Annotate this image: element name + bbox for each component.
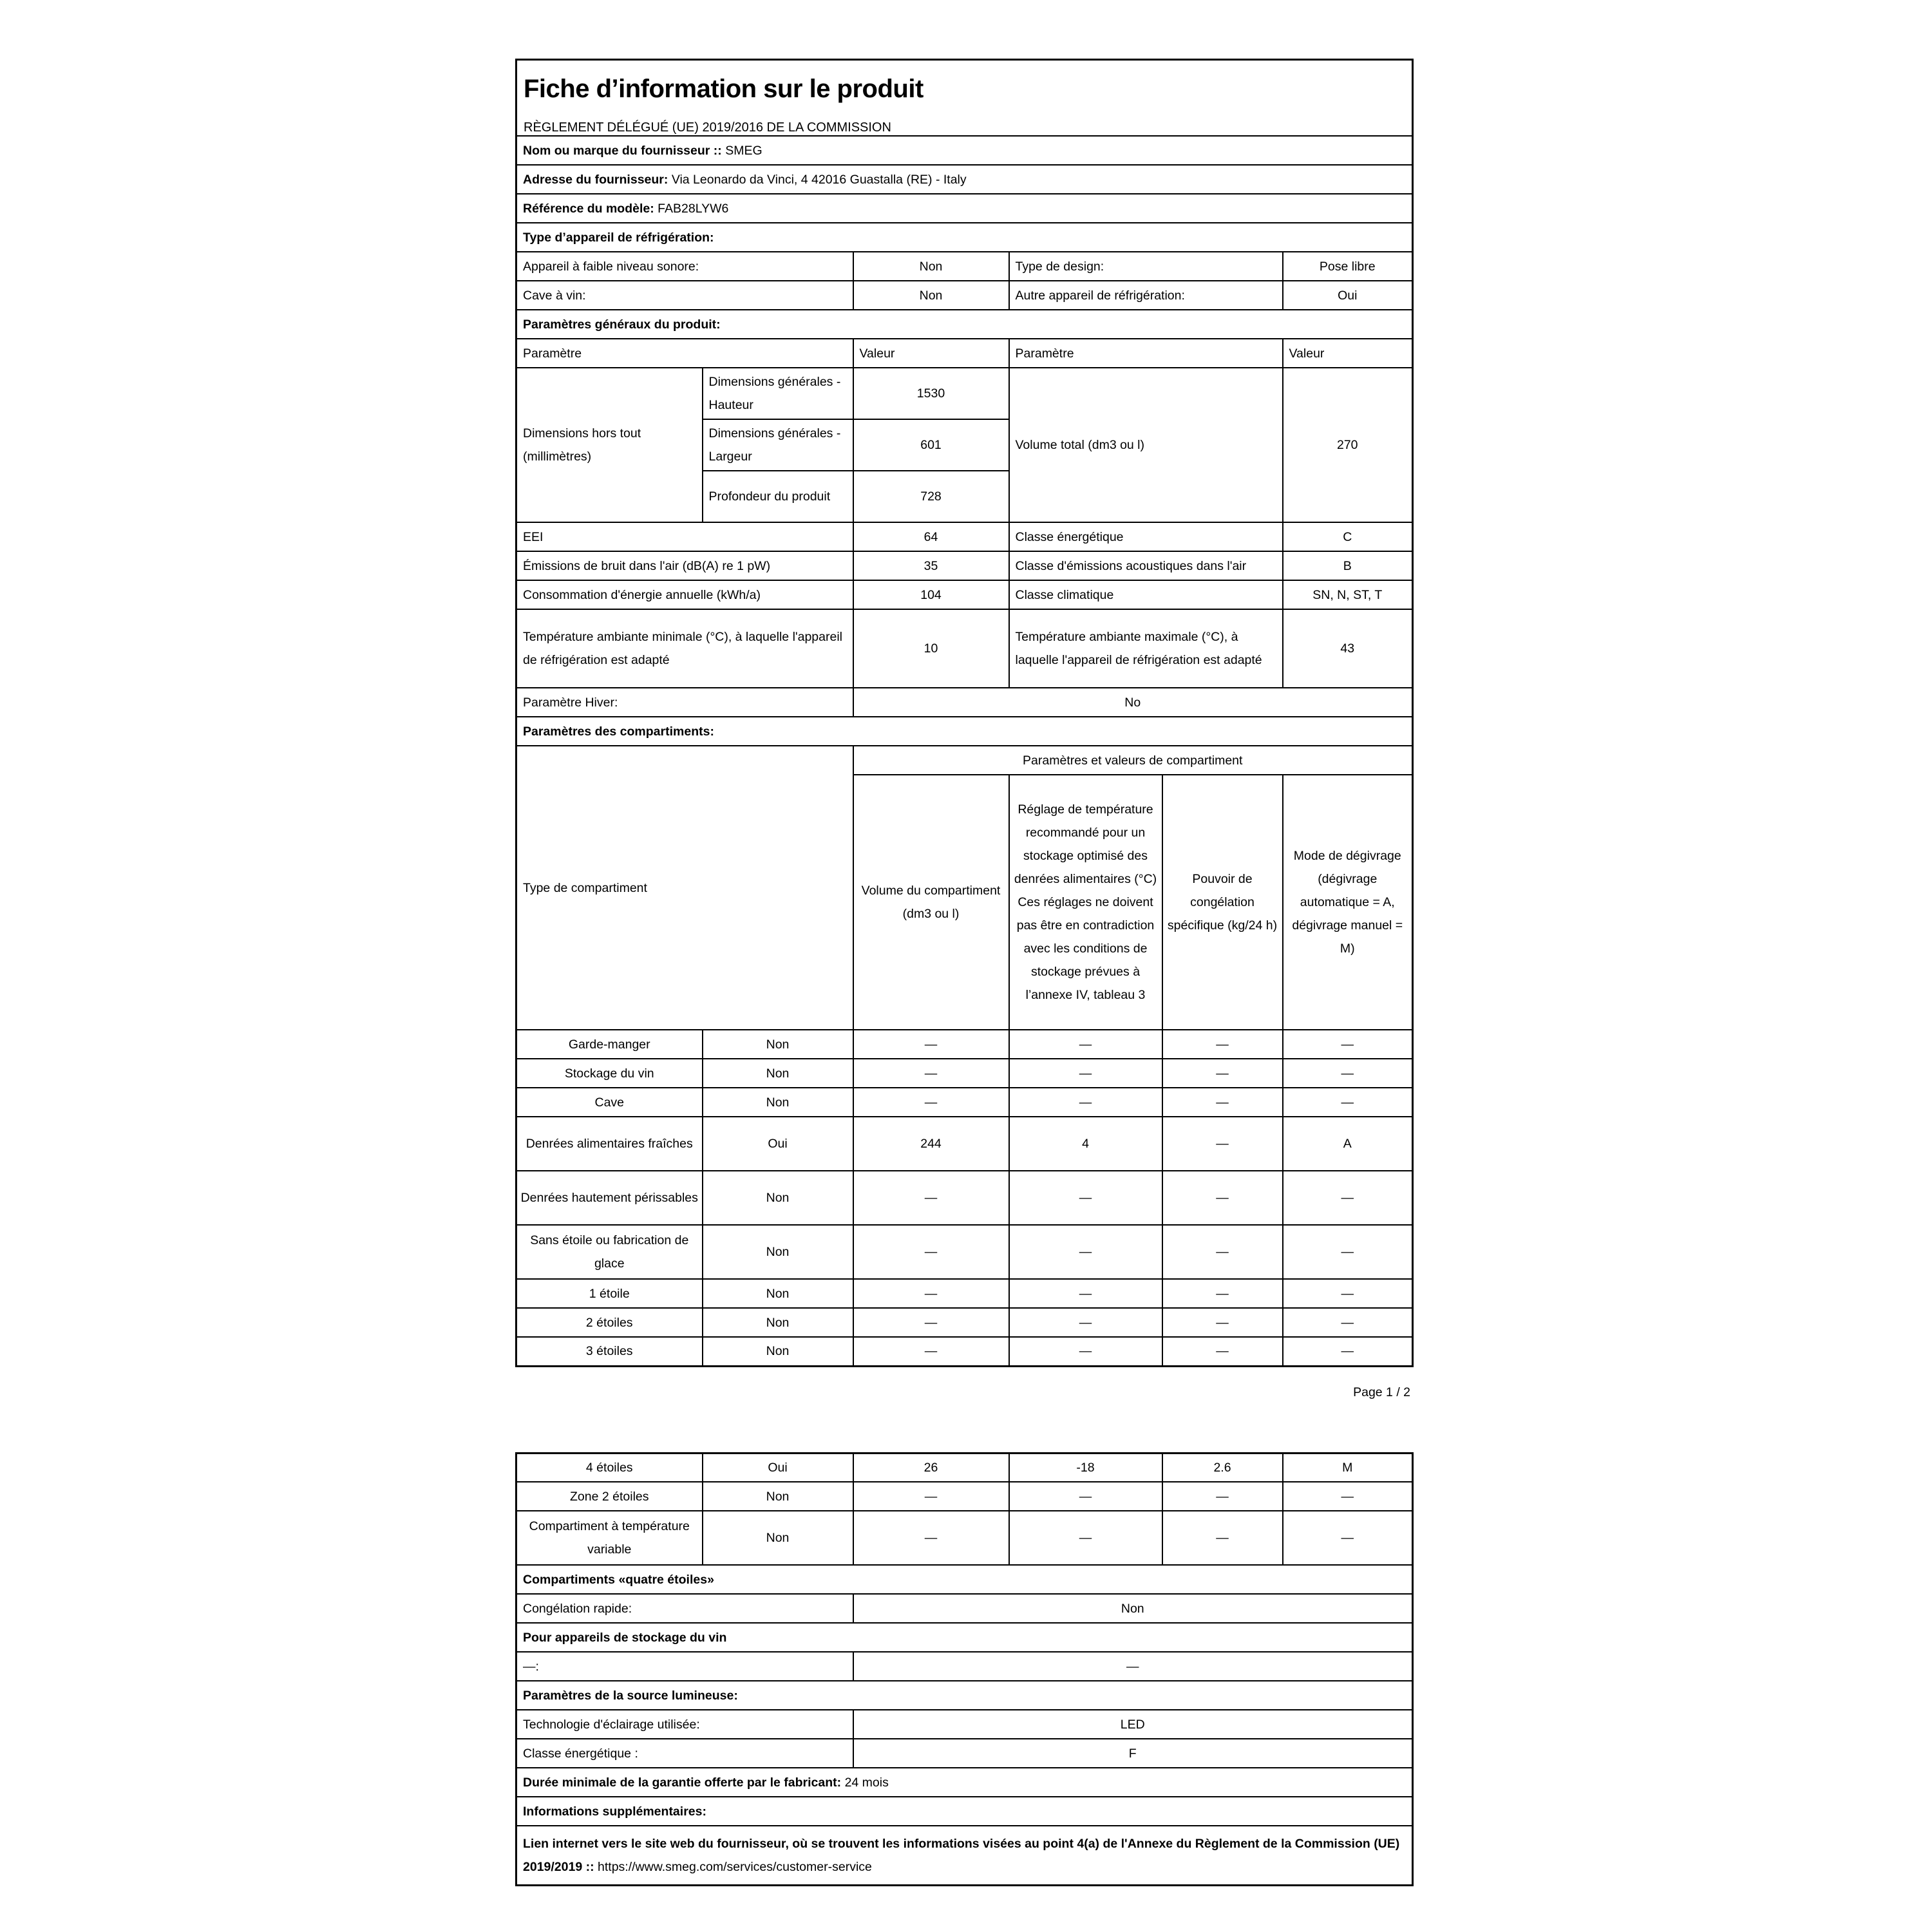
compartment-name: Zone 2 étoiles [516, 1482, 703, 1511]
page-title: Fiche d’information sur le produit [524, 75, 923, 103]
cell-value: — [1162, 1059, 1283, 1088]
cell-value: Non [703, 1030, 853, 1059]
compartment-type-header: Type de compartiment [516, 746, 853, 1030]
compartment-name: 3 étoiles [516, 1337, 703, 1366]
cell-label: Profondeur du produit [703, 471, 853, 522]
cell-value: — [1283, 1030, 1413, 1059]
table-row [516, 1279, 1413, 1308]
cell-value: — [1162, 1308, 1283, 1337]
cell-value: — [853, 1171, 1009, 1225]
cell-value: — [1009, 1511, 1162, 1565]
cell-value: No [853, 688, 1413, 717]
cell-value: 43 [1283, 609, 1413, 688]
cell-value: — [1009, 1482, 1162, 1511]
table-row [516, 609, 1413, 688]
cell-value: — [853, 1225, 1009, 1279]
light-section-heading-row [516, 1681, 1413, 1710]
table-row [516, 551, 1413, 580]
type-section-heading: Type d’appareil de réfrigération: [516, 223, 1413, 252]
cell-value: — [1009, 1308, 1162, 1337]
cell-label: Type de design: [1009, 252, 1283, 281]
model-reference-cell [516, 194, 1413, 223]
supplier-address-value: Via Leonardo da Vinci, 4 42016 Guastalla (RE) - Italy [671, 172, 967, 187]
table-row [516, 1030, 1413, 1059]
column-header: Valeur [853, 339, 1009, 368]
cell-value: — [1283, 1337, 1413, 1366]
wine-row [516, 1652, 1413, 1681]
general-section-heading-row [516, 310, 1413, 339]
compartments-group-header-row [516, 746, 1413, 775]
cell-label: —: [516, 1652, 853, 1681]
volume-total-label: Volume total (dm3 ou l) [1009, 368, 1283, 522]
cell-value: — [1162, 1225, 1283, 1279]
cell-value: LED [853, 1710, 1413, 1739]
table-row [516, 1308, 1413, 1337]
cell-value: -18 [1009, 1453, 1162, 1482]
warranty-row [516, 1768, 1413, 1797]
cell-value: — [1283, 1482, 1413, 1511]
cell-value: Oui [1283, 281, 1413, 310]
cell-label: Dimensions générales - Largeur [703, 419, 853, 471]
cell-label: Classe énergétique [1009, 522, 1283, 551]
page2-table [515, 1452, 1414, 1886]
cell-value: 64 [853, 522, 1009, 551]
compartment-name: Denrées alimentaires fraîches [516, 1117, 703, 1171]
cell-value: Non [703, 1225, 853, 1279]
cell-value: — [853, 1482, 1009, 1511]
cell-label: Consommation d'énergie annuelle (kWh/a) [516, 580, 853, 609]
warranty-value: 24 mois [844, 1775, 889, 1790]
cell-value: A [1283, 1117, 1413, 1171]
cell-value: — [1009, 1225, 1162, 1279]
cell-value: F [853, 1739, 1413, 1768]
column-header: Pouvoir de congélation spécifique (kg/24 h) [1162, 775, 1283, 1030]
cell-value: Non [703, 1308, 853, 1337]
supplier-name-value: SMEG [725, 143, 762, 158]
four-star-section-heading: Compartiments «quatre étoiles» [516, 1565, 1413, 1594]
cell-value: 244 [853, 1117, 1009, 1171]
wine-section-heading: Pour appareils de stockage du vin [516, 1623, 1413, 1652]
cell-value: — [1009, 1337, 1162, 1366]
compartment-name: Sans étoile ou fabrication de glace [516, 1225, 703, 1279]
type-section-heading-row [516, 223, 1413, 252]
cell-value: — [1283, 1511, 1413, 1565]
dimensions-group-label: Dimensions hors tout (millimètres) [516, 368, 703, 522]
fast-freeze-row [516, 1594, 1413, 1623]
supplier-address-cell [516, 165, 1413, 194]
column-header: Mode de dégivrage (dégivrage automatique = A, dégivrage manuel = M) [1283, 775, 1413, 1030]
four-star-section-heading-row [516, 1565, 1413, 1594]
cell-value: 104 [853, 580, 1009, 609]
cell-value: C [1283, 522, 1413, 551]
table-row [516, 1088, 1413, 1117]
cell-value: Non [703, 1171, 853, 1225]
supplier-link-label: Lien internet vers le site web du fournisseur, où se trouvent les informations visées au point 4(a) de l'Annexe du Règlement de la Commission (UE) 2019/2019 :: [523, 1836, 1400, 1874]
cell-value: — [853, 1088, 1009, 1117]
compartment-name: 2 étoiles [516, 1308, 703, 1337]
cell-value: — [1009, 1030, 1162, 1059]
cell-value: — [1283, 1225, 1413, 1279]
model-reference-row [516, 194, 1413, 223]
table-row [516, 1059, 1413, 1088]
compartment-name: 4 étoiles [516, 1453, 703, 1482]
light-technology-row [516, 1710, 1413, 1739]
warranty-cell [516, 1768, 1413, 1797]
cell-value: — [1283, 1171, 1413, 1225]
cell-value: — [853, 1308, 1009, 1337]
cell-value: 1530 [853, 368, 1009, 419]
cell-value: 4 [1009, 1117, 1162, 1171]
supplier-name-cell [516, 136, 1413, 165]
light-section-heading: Paramètres de la source lumineuse: [516, 1681, 1413, 1710]
cell-value: — [853, 1030, 1009, 1059]
model-reference-label: Référence du modèle: [523, 201, 654, 216]
model-reference-value: FAB28LYW6 [658, 201, 729, 216]
additional-info-heading-row [516, 1797, 1413, 1826]
regulation-subtitle: RÈGLEMENT DÉLÉGUÉ (UE) 2019/2016 DE LA COMMISSION [524, 120, 891, 135]
cell-value: — [1162, 1511, 1283, 1565]
cell-value: — [1009, 1059, 1162, 1088]
cell-value: Oui [703, 1117, 853, 1171]
cell-label: Cave à vin: [516, 281, 853, 310]
supplier-address-row [516, 165, 1413, 194]
compartment-name: 1 étoile [516, 1279, 703, 1308]
compartment-name: Garde-manger [516, 1030, 703, 1059]
cell-value: — [853, 1059, 1009, 1088]
cell-value: 10 [853, 609, 1009, 688]
compartment-name: Stockage du vin [516, 1059, 703, 1088]
table-row [516, 252, 1413, 281]
cell-label: Température ambiante minimale (°C), à laquelle l'appareil de réfrigération est adapté [516, 609, 853, 688]
supplier-link-row [516, 1826, 1413, 1885]
cell-value: — [1162, 1030, 1283, 1059]
cell-value: — [853, 1652, 1413, 1681]
light-energy-class-row [516, 1739, 1413, 1768]
cell-value: — [1162, 1088, 1283, 1117]
cell-value: — [1162, 1482, 1283, 1511]
cell-value: Non [703, 1088, 853, 1117]
supplier-name-label: Nom ou marque du fournisseur :: [523, 143, 722, 158]
general-section-heading: Paramètres généraux du produit: [516, 310, 1413, 339]
compartment-name: Cave [516, 1088, 703, 1117]
table-row [516, 1511, 1413, 1565]
cell-label: Classe climatique [1009, 580, 1283, 609]
cell-value: Non [703, 1511, 853, 1565]
table-row [516, 1117, 1413, 1171]
cell-value: Non [853, 1594, 1413, 1623]
cell-label: Classe d'émissions acoustiques dans l'air [1009, 551, 1283, 580]
compartments-group-header: Paramètres et valeurs de compartiment [853, 746, 1413, 775]
column-header: Réglage de température recommandé pour un stockage optimisé des denrées alimentaires (°C) Ces réglages ne doivent pas être en contradiction avec les conditions de stockage prévues à l’annexe IV, tableau 3 [1009, 775, 1162, 1030]
title-cell [516, 60, 1413, 137]
cell-value: — [1009, 1279, 1162, 1308]
cell-label: Paramètre Hiver: [516, 688, 853, 717]
cell-value: Non [703, 1337, 853, 1366]
cell-value: — [1283, 1088, 1413, 1117]
table-row [516, 1171, 1413, 1225]
volume-total-value: 270 [1283, 368, 1413, 522]
cell-label: Température ambiante maximale (°C), à laquelle l'appareil de réfrigération est adapté [1009, 609, 1283, 688]
page-indicator: Page 1 / 2 [1353, 1385, 1410, 1399]
supplier-link-url: https://www.smeg.com/services/customer-service [598, 1859, 872, 1874]
compartments-section-heading-row [516, 717, 1413, 746]
title-row [516, 60, 1413, 137]
table-row [516, 1225, 1413, 1279]
column-header: Paramètre [1009, 339, 1283, 368]
cell-value: — [1283, 1308, 1413, 1337]
cell-value: 728 [853, 471, 1009, 522]
cell-value: — [1283, 1279, 1413, 1308]
cell-label: Appareil à faible niveau sonore: [516, 252, 853, 281]
additional-info-heading: Informations supplémentaires: [516, 1797, 1413, 1826]
cell-value: — [1162, 1337, 1283, 1366]
cell-value: 601 [853, 419, 1009, 471]
cell-value: Oui [703, 1453, 853, 1482]
cell-value: 35 [853, 551, 1009, 580]
cell-value: Non [853, 252, 1009, 281]
cell-label: EEI [516, 522, 853, 551]
cell-label: Autre appareil de réfrigération: [1009, 281, 1283, 310]
cell-value: — [1009, 1171, 1162, 1225]
cell-label: Dimensions générales - Hauteur [703, 368, 853, 419]
cell-value: — [853, 1337, 1009, 1366]
cell-value: — [1162, 1117, 1283, 1171]
table-row [516, 1337, 1413, 1366]
table-row [516, 281, 1413, 310]
cell-value: — [1009, 1088, 1162, 1117]
table-row [516, 522, 1413, 551]
cell-value: Non [853, 281, 1009, 310]
table-row [516, 580, 1413, 609]
compartment-name: Compartiment à température variable [516, 1511, 703, 1565]
cell-label: Congélation rapide: [516, 1594, 853, 1623]
cell-value: B [1283, 551, 1413, 580]
supplier-link-cell [516, 1826, 1413, 1885]
column-header: Paramètre [516, 339, 853, 368]
column-header-row [516, 339, 1413, 368]
column-header: Valeur [1283, 339, 1413, 368]
cell-value: Non [703, 1482, 853, 1511]
supplier-name-row [516, 136, 1413, 165]
cell-value: — [1162, 1279, 1283, 1308]
cell-value: — [1283, 1059, 1413, 1088]
product-fiche-document [515, 59, 1412, 1886]
cell-value: 2.6 [1162, 1453, 1283, 1482]
compartments-section-heading: Paramètres des compartiments: [516, 717, 1413, 746]
dimensions-row-height [516, 368, 1413, 419]
compartment-name: Denrées hautement périssables [516, 1171, 703, 1225]
table-row [516, 1482, 1413, 1511]
page1-table [515, 59, 1414, 1367]
cell-value: Non [703, 1059, 853, 1088]
cell-value: — [1162, 1171, 1283, 1225]
cell-label: Émissions de bruit dans l'air (dB(A) re 1 pW) [516, 551, 853, 580]
cell-value: Non [703, 1279, 853, 1308]
column-header: Volume du compartiment (dm3 ou l) [853, 775, 1009, 1030]
cell-label: Classe énergétique : [516, 1739, 853, 1768]
warranty-label: Durée minimale de la garantie offerte par le fabricant: [523, 1775, 842, 1790]
table-row [516, 1453, 1413, 1482]
supplier-address-label: Adresse du fournisseur: [523, 172, 668, 187]
wine-section-heading-row [516, 1623, 1413, 1652]
cell-value: SN, N, ST, T [1283, 580, 1413, 609]
cell-value: M [1283, 1453, 1413, 1482]
winter-parameter-row [516, 688, 1413, 717]
cell-label: Technologie d'éclairage utilisée: [516, 1710, 853, 1739]
cell-value: Pose libre [1283, 252, 1413, 281]
cell-value: — [853, 1279, 1009, 1308]
cell-value: 26 [853, 1453, 1009, 1482]
cell-value: — [853, 1511, 1009, 1565]
